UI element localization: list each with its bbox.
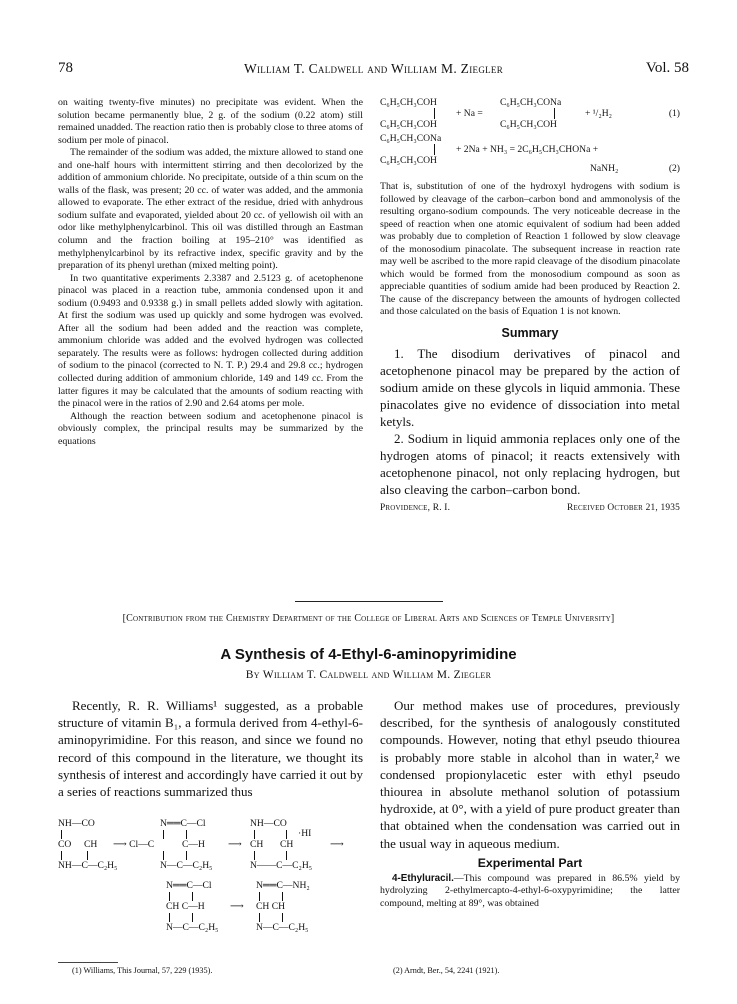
volume-label: Vol. 58 xyxy=(645,60,689,76)
experimental-heading: Experimental Part xyxy=(477,855,583,870)
article-left-column xyxy=(58,697,363,800)
bond-line xyxy=(61,830,62,839)
contribution-note: [Contribution from the Chemistry Department of the College of Liberal Arts and Sciences of Temple University] xyxy=(122,613,615,624)
scheme-arrow: ⟶ Cl—C xyxy=(113,839,155,850)
running-title: William T. Caldwell and William M. Ziegler xyxy=(243,61,504,76)
scheme-text: N—C—C₂H₅ xyxy=(256,922,309,933)
bond-line xyxy=(434,108,435,119)
signature-line xyxy=(380,502,680,515)
experimental-body: —This compound was prepared in 86.5% yield by hydrolyzing 2-ethylmercapto-4-ethyl-6-oxypyrimidine; the latter compound, melting at 89°, was obtained xyxy=(380,872,680,910)
eq1-reactant-bottom: C₆H₅CH₃COH xyxy=(380,119,437,130)
bond-line xyxy=(61,851,62,860)
bond-line xyxy=(163,830,164,839)
bond-line xyxy=(163,851,164,860)
bond-line xyxy=(286,830,287,839)
summary-body xyxy=(380,345,680,498)
scheme-text: C—H xyxy=(182,839,205,850)
bond-line xyxy=(192,913,193,922)
article-title: A Synthesis of 4-Ethyl-6-aminopyrimidine xyxy=(220,646,517,663)
scheme-arrow: ⟶ xyxy=(228,839,242,850)
eq1-number: (1) xyxy=(668,108,680,119)
bond-line xyxy=(169,892,170,901)
footnote-2: (2) Arndt, Ber., 54, 2241 (1921). xyxy=(393,966,500,975)
scheme-text: N══C—Cl xyxy=(166,880,212,891)
scheme-text: N—C—C₂H₅ xyxy=(160,860,213,871)
eq1-hydrogen: + ¹/₂H₂ xyxy=(585,108,612,119)
paragraph: That is, substitution of one of the hydroxyl hydrogens with sodium is followed by cleavage of the carbon–carbon bond and ammonolysis of the resulting organo-sodium compounds. The very noticeable decrease in the speed of reaction when one atomic equivalent of sodium had been added was probably due to completion of Reaction 1 followed by slow cleavage of the monosodium pinacolate. The subsequent increase in reaction rate may well be ascribed to the more rapid cleavage of the disodium pinacolate which would be formed from the monosodium compound as soon as appreciable quantities of sodium amide had been produced by Reaction 2. The cause of the discrepancy between the amounts of hydrogen collected and those calculated on the basis of Equation 1 is not known. xyxy=(380,181,680,318)
paragraph: Recently, R. R. Williams¹ suggested, as a probable structure of vitamin B₁, a formula derived from 4-ethyl-6-aminopyrimidine. For this reason, and since we found no record of this compound in the literature, we thought its synthesis of interest and accordingly have carried it out by a series of reactions summarized thus xyxy=(58,698,363,800)
received-date: Received October 21, 1935 xyxy=(567,502,680,513)
bond-line xyxy=(259,913,260,922)
eq2-reactant-bottom: C₆H₅CH₃COH xyxy=(380,155,437,166)
bond-line xyxy=(192,892,193,901)
article-right-column xyxy=(380,697,680,911)
reaction-scheme xyxy=(58,818,363,958)
equation-block xyxy=(380,97,680,175)
article-authors: By William T. Caldwell and William M. Ziegler xyxy=(245,669,492,681)
bond-line xyxy=(282,913,283,922)
eq1-reactant-top: C₆H₅CH₃COH xyxy=(380,97,437,108)
compound-name: 4-Ethyluracil. xyxy=(392,872,454,884)
right-column-top xyxy=(380,97,680,514)
paragraph: Although the reaction between sodium and acetophenone pinacol is obviously complex, the principal results may be summarized by the equations xyxy=(58,410,363,447)
experimental-text xyxy=(380,873,680,911)
scheme-text: N—C—C₂H₅ xyxy=(166,922,219,933)
footnote-1: (1) Williams, This Journal, 57, 229 (1935). xyxy=(72,966,213,975)
scheme-text: N——C—C₂H₅ xyxy=(250,860,313,871)
bond-line xyxy=(434,144,435,155)
scheme-text: NH—CO xyxy=(250,818,287,829)
bond-line xyxy=(186,851,187,860)
paragraph: The remainder of the sodium was added, the mixture allowed to stand one and one-half hours with intermittent stirring and then decolorized by the addition of ammonium chloride. No precipitate, outside of a thin scum on the walls of the flask, was present; 20 cc. of water was added, and the ammonia allowed to evaporate. The ether extract of the residue, dried with anhydrous sodium sulfate and evaporated, yielded about 20 cc. of yellowish oil with an odor like methylphenylcarbinol. This oil was distilled through an Eastman column and the fraction boiling at 195–210° was identified as methylphenylcarbinol by its refractive index, specific gravity and by the preparation of its phenyl urethan (mixed melting point). xyxy=(58,147,363,272)
scheme-arrow: ⟶ xyxy=(230,901,244,912)
eq2-tail: NaNH₂ xyxy=(590,163,619,174)
scheme-text: CH CH xyxy=(256,901,286,912)
page-number: 78 xyxy=(58,60,73,76)
bond-line xyxy=(186,830,187,839)
summary-item: 1. The disodium derivatives of pinacol and acetophenone pinacol may be prepared by the action of sodium amide on these glycols in liquid ammonia. These pinacolates give no evidence of dissociation into metal ketyls. xyxy=(380,345,680,429)
bond-line xyxy=(87,851,88,860)
eq2-reactant-top: C₆H₅CH₃CONa xyxy=(380,133,442,144)
scheme-arrow: ⟶ xyxy=(330,839,344,850)
scheme-text: CH xyxy=(250,839,264,850)
scheme-text: CH xyxy=(84,839,98,850)
left-column-top xyxy=(58,97,363,448)
bond-line xyxy=(282,892,283,901)
bond-line xyxy=(286,851,287,860)
place: Providence, R. I. xyxy=(380,502,451,513)
bond-line xyxy=(259,892,260,901)
paragraph: Our method makes use of procedures, previously described, for the synthesis of analogously constituted compounds. However, noting that ethyl pseudo thiourea is probably more stable in alcohol than in water,² we condensed propionylacetic ester with ethyl pseudo thiourea in absolute methanol solution of potassium hydroxide, at 0°, with a yield of pure product greater than that obtained when the condensation was carried out in the usual way in aqueous medium. xyxy=(380,698,680,851)
bond-line xyxy=(254,830,255,839)
scheme-text: NH—C—C₂H₅ xyxy=(58,860,118,871)
eq1-product-top: C₆H₅CH₃CONa xyxy=(500,97,562,108)
scheme-text: CO xyxy=(58,839,72,850)
eq2-rhs: + 2Na + NH₃ = 2C₆H₅CH₃CHONa + xyxy=(456,144,599,155)
scheme-text: CH xyxy=(280,839,294,850)
running-header xyxy=(58,60,689,80)
eq1-plus: + Na = xyxy=(456,108,483,119)
scheme-text: N══C—NH₂ xyxy=(256,880,310,891)
bond-line xyxy=(254,851,255,860)
paragraph: In two quantitative experiments 2.3387 and 2.5123 g. of acetophenone pinacol was placed in a reaction tube, ammonia condensed upon it and sodium (0.9493 and 0.9338 g.) in small pellets added slowly with agitation. At first the sodium was used up quickly and some hydrogen was evolved. After all the sodium had been added and the reaction was complete, ammonium chloride was added and the evolved hydrogen was collected separately. The results were as follows: hydrogen collected during addition of sodium to the pinacol (corrected to N. T. P.) 29.4 and 29.8 cc.; hydrogen collected during addition of ammonium chloride, 149 and 149 cc. From the latter figures it may be calculated that the amounts of sodium reacting with the pinacol were in the ratios of 2.90 and 2.64 atoms per mole. xyxy=(58,272,363,410)
section-divider xyxy=(295,601,443,602)
scheme-text: CH C—H xyxy=(166,901,205,912)
footnote-rule xyxy=(58,962,118,963)
bond-line xyxy=(554,108,555,119)
summary-heading: Summary xyxy=(501,326,559,341)
eq2-number: (2) xyxy=(668,163,680,174)
scheme-text: ·HI xyxy=(298,828,312,839)
scheme-text: N══C—Cl xyxy=(160,818,206,829)
paragraph: on waiting twenty-five minutes) no precipitate was evident. When the solution became permanently blue, 2 g. of the sodium (0.22 atom) still remained unadded. The reaction ratio then is probably close to three atoms of sodium per mole of pinacol. xyxy=(58,97,363,146)
eq1-product-bottom: C₆H₅CH₃COH xyxy=(500,119,557,130)
bond-line xyxy=(169,913,170,922)
scheme-text: NH—CO xyxy=(58,818,95,829)
summary-item: 2. Sodium in liquid ammonia replaces only one of the hydrogen atoms of pinacol; it reacts extensively with acetophenone pinacol, not only replacing hydrogen, but also cleaving the carbon–carbon bond. xyxy=(380,430,680,497)
